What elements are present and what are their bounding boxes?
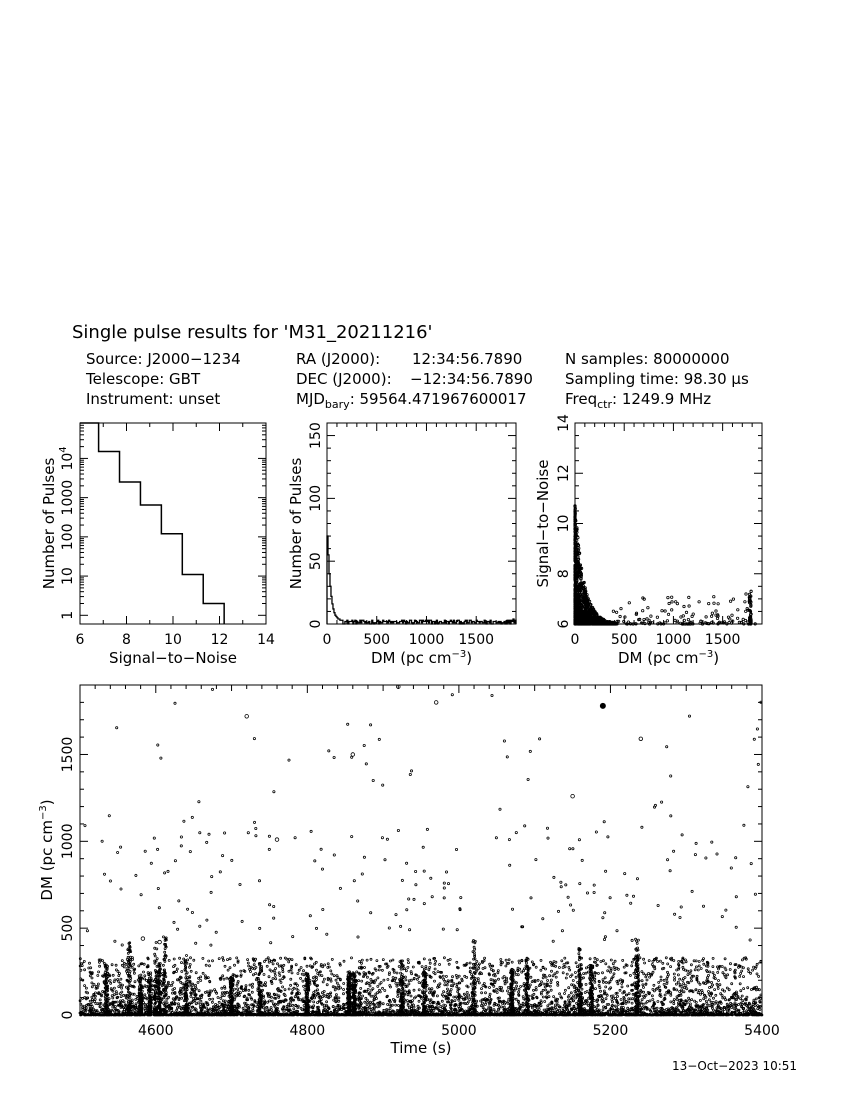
y-tick-label: 500 (60, 914, 76, 942)
x-tick-label: 4600 (137, 1023, 174, 1039)
x-tick-label: 0 (322, 632, 332, 648)
mjd-value: : 59564.471967600017 (349, 390, 527, 408)
dm-hist-frame (327, 423, 516, 624)
y-tick-label: 0 (60, 1010, 76, 1020)
y-tick-label: 50 (308, 552, 324, 571)
x-tick-label: 1500 (458, 632, 495, 648)
snr-dm-points (574, 505, 757, 626)
y-axis-label: Number of Pulses (287, 457, 305, 590)
y-tick-label: 8 (556, 569, 572, 579)
nsamples-label: N samples: 80000000 (565, 350, 730, 368)
y-tick-label: 1000 (60, 479, 76, 516)
y-tick-label: 14 (556, 414, 572, 432)
x-tick-label: 500 (363, 632, 391, 648)
x-tick-label: 1000 (408, 632, 445, 648)
x-tick-label: 1000 (655, 632, 692, 648)
mjd-sub: bary (324, 398, 350, 411)
freq-value: : 1249.9 MHz (612, 390, 712, 408)
y-axis-label: DM (pc $cm^{-3}$) (38, 799, 56, 901)
x-tick-label: 5200 (592, 1023, 629, 1039)
x-tick-label: 5000 (441, 1023, 477, 1039)
x-tick-label: 0 (570, 632, 580, 648)
x-axis-label: DM (pc $cm^{-3}$) (617, 649, 720, 667)
y-tick-label: 100 (60, 523, 76, 551)
snr-hist-frame (80, 423, 266, 624)
y-tick-label: 100 (308, 485, 324, 512)
y-tick-label: 10 (60, 567, 76, 585)
snr-dm-markers (574, 505, 757, 626)
y-tick-label: 6 (556, 619, 572, 629)
x-tick-label: 10 (164, 632, 182, 648)
dm-hist-steps (327, 536, 516, 624)
dm-time-points (79, 685, 763, 1016)
x-tick-label: 6 (75, 632, 85, 648)
x-axis-label: DM (pc $cm^{-3}$) (370, 649, 473, 667)
y-tick-label: $10^4$ (58, 446, 76, 471)
instrument-label: Instrument: unset (86, 390, 221, 408)
dec-label: DEC (J2000): (296, 370, 392, 388)
y-tick-label: 1000 (60, 823, 76, 860)
source-label: Source: J2000−1234 (86, 350, 241, 368)
snr-dm-frame (575, 423, 762, 624)
x-tick-label: 12 (210, 632, 229, 648)
ra-value: 12:34:56.7890 (412, 350, 523, 368)
ra-label: RA (J2000): (296, 350, 381, 368)
telescope-label: Telescope: GBT (86, 370, 201, 388)
footer-timestamp: 13−Oct−2023 10:51 (672, 1059, 798, 1073)
y-tick-label: 1500 (60, 736, 76, 773)
freq-sub: ctr (597, 398, 613, 411)
x-tick-label: 8 (122, 632, 131, 648)
y-axis-label: Signal−to−Noise (534, 459, 552, 588)
y-tick-label: 1 (60, 610, 76, 620)
y-tick-label: 0 (308, 619, 324, 629)
dm-time-markers (79, 685, 763, 1016)
x-axis-label: Signal−to−Noise (109, 649, 237, 667)
x-axis-label: Time (s) (390, 1039, 452, 1057)
snr-hist-steps (80, 423, 224, 624)
mjd-prefix: MJD (296, 390, 325, 408)
y-tick-label: 150 (308, 422, 324, 449)
x-tick-label: 14 (257, 632, 275, 648)
x-tick-label: 4800 (289, 1023, 326, 1039)
x-tick-label: 500 (610, 632, 638, 648)
y-tick-label: 12 (556, 464, 572, 483)
freq-prefix: Freq (565, 390, 598, 408)
x-tick-label: 5400 (744, 1023, 780, 1039)
sampling-time-label: Sampling time: 98.30 μs (565, 370, 749, 388)
x-tick-label: 1500 (704, 632, 741, 648)
dm-time-strong-event (600, 703, 606, 709)
dec-value: −12:34:56.7890 (410, 370, 533, 388)
y-tick-label: 10 (556, 514, 572, 533)
page-title: Single pulse results for 'M31_20211216' (72, 322, 433, 343)
y-axis-label: Number of Pulses (40, 457, 58, 590)
dm-time-frame (80, 685, 762, 1015)
